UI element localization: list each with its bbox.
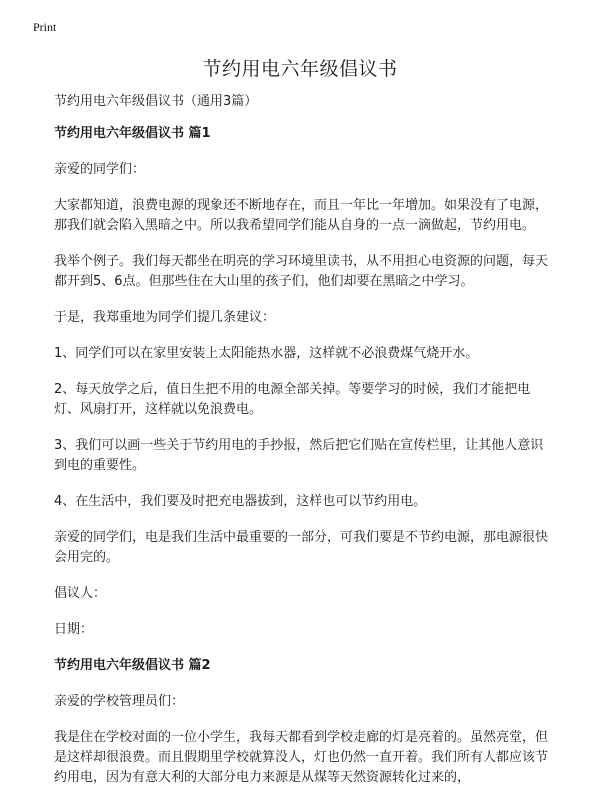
paragraph: 我举个例子。我们每天都坐在明亮的学习环境里读书，从不用担心电资源的问题，每天都开到5、6点。但那些住在大山里的孩子们，他们却要在黑暗之中学习。 <box>54 254 549 289</box>
paragraph: 亲爱的同学们，电是我们生活中最重要的一部分，可我们要是不节约电源，那电源很快会用完的。 <box>54 530 549 565</box>
signature-line: 倡议人： <box>54 586 107 601</box>
print-link[interactable]: Print <box>33 20 57 34</box>
paragraph: 我是住在学校对面的一位小学生，我每天都看到学校走廊的灯是亮着的。虽然亮堂，但是这样却很浪费。而且假期里学校就算没人，灯也仍然一直开着。我们所有人都应该节约用电，因为有意大利的大部分电力来源是从煤等天然资源转化过来的， <box>54 730 549 785</box>
page-title: 节约用电六年级倡议书 <box>202 58 398 80</box>
paragraph: 亲爱的学校管理员们： <box>54 694 185 709</box>
date-line: 日期： <box>54 622 94 637</box>
paragraph: 亲爱的同学们： <box>54 162 146 177</box>
paragraph: 大家都知道，浪费电源的现象还不断地存在，而且一年比一年增加。如果没有了电源，那我们就会陷入黑暗之中。所以我希望同学们能从自身的一点一滴做起，节约用电。 <box>54 198 549 233</box>
list-item: 2、每天放学之后，值日生把不用的电源全部关掉。等要学习的时候，我们才能把电灯、风扇打开，这样就以免浪费电。 <box>54 382 531 417</box>
section-heading-2: 节约用电六年级倡议书 篇2 <box>54 658 211 673</box>
document-body <box>54 92 554 804</box>
list-item: 3、我们可以画一些关于节约用电的手抄报，然后把它们贴在宣传栏里，让其他人意识到电的重要性。 <box>54 438 544 473</box>
list-item: 4、在生活中，我们要及时把充电器拔到，这样也可以节约用电。 <box>54 494 427 509</box>
paragraph: 于是，我郑重地为同学们提几条建议： <box>54 310 276 325</box>
document-subtitle: 节约用电六年级倡议书（通用3篇） <box>54 94 258 109</box>
section-heading-1: 节约用电六年级倡议书 篇1 <box>54 126 211 141</box>
list-item: 1、同学们可以在家里安装上太阳能热水器，这样就不必浪费煤气烧开水。 <box>54 346 479 361</box>
